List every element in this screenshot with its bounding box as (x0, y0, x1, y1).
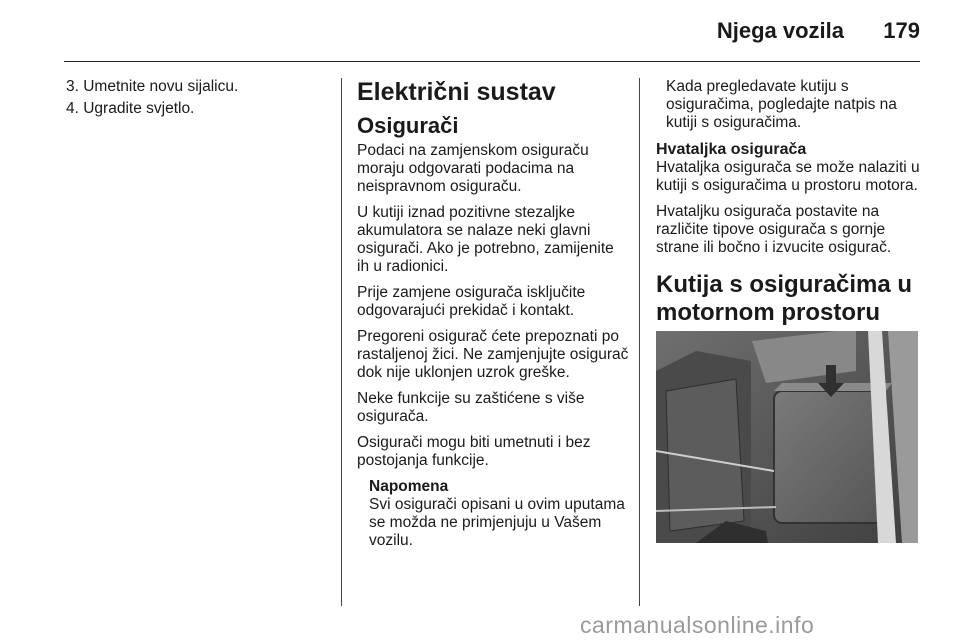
watermark-text: carmanualsonline.info (580, 612, 815, 638)
paragraph: Neke funkcije su zaštićene s više osigurača. (357, 390, 585, 425)
column-divider-2 (639, 78, 640, 606)
paragraph: Prije zamjene osigurača isključite odgovarajući prekidač i kontakt. (357, 284, 586, 319)
paragraph: Osigurači mogu biti umetnuti i bez postojanja funkcije. (357, 434, 591, 469)
column-divider-1 (341, 78, 342, 606)
section-title: Električni sustav (357, 78, 556, 106)
paragraph: Podaci na zamjenskom osiguraču moraju odgovarati podacima na neispravnom osiguraču. (357, 142, 589, 195)
paragraph: Hvataljka osigurača se može nalaziti u kutiji s osiguračima u prostoru motora. (656, 159, 920, 194)
subsection-title: Osigurači (357, 113, 459, 138)
page-header (0, 0, 960, 62)
intro-paragraph: Kada pregledavate kutiju s osiguračima, pogledajte natpis na kutiji s osiguračima. (666, 78, 897, 131)
paragraph: U kutiji iznad pozitivne stezaljke akumulatora se nalaze neki glavni osigurači. Ako je potrebno, zamijenite ih u radionici. (357, 204, 614, 275)
step-4: 4. Ugradite svjetlo. (66, 100, 195, 117)
engine-fusebox-photo (656, 331, 918, 543)
fuse-puller-heading: Hvataljka osigurača (656, 141, 807, 158)
note-box (369, 478, 629, 550)
header-title: Njega vozila (716, 18, 844, 43)
paragraph: Pregoreni osigurač ćete prepoznati po rastaljenoj žici. Ne zamjenjujte osigurač dok nije uklonjen uzrok greške. (357, 328, 629, 381)
column-1 (66, 78, 328, 122)
page-number: 179 (883, 18, 920, 43)
step-3: 3. Umetnite novu sijalicu. (66, 78, 239, 95)
column-3 (656, 78, 922, 543)
note-title: Napomena (369, 478, 449, 495)
paragraph: Hvataljku osigurača postavite na različite tipove osigurača s gornje strane ili bočno i izvucite osigurač. (656, 203, 892, 256)
header-divider (64, 61, 920, 62)
note-text: Svi osigurači opisani u ovim uputama se možda ne primjenjuju u Vašem vozilu. (369, 496, 625, 549)
fuse-box-heading: Kutija s osiguračima u motornom prostoru (656, 271, 913, 326)
column-2 (357, 78, 629, 550)
